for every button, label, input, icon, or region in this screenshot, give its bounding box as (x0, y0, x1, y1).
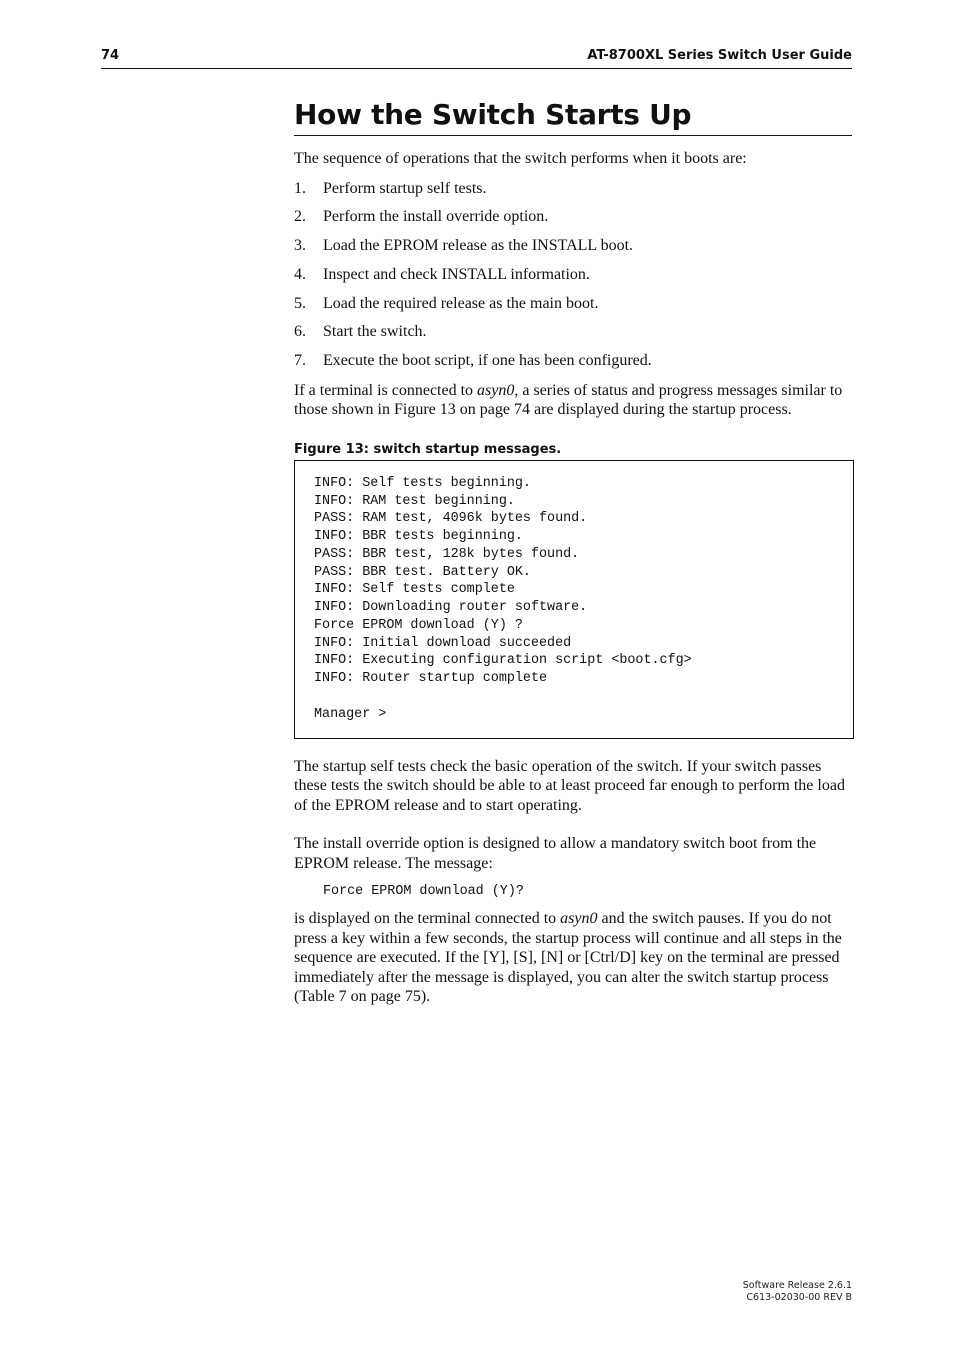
override-paragraph: The install override option is designed to allow a mandatory switch boot from the EPROM release. The message: (294, 835, 817, 872)
list-item (294, 294, 855, 314)
text-run: If a terminal is connected to (294, 381, 478, 399)
code-line: INFO: BBR tests beginning. (314, 529, 523, 545)
guide-title: AT-8700XL Series Switch User Guide (587, 48, 852, 63)
list-text: Execute the boot script, if one has been configured. (323, 352, 652, 370)
code-line: PASS: BBR test, 128k bytes found. (314, 546, 580, 562)
figure-caption: Figure 13: switch startup messages. (294, 441, 562, 457)
code-line: PASS: RAM test, 4096k bytes found. (314, 511, 588, 527)
list-number: 7. (294, 352, 306, 370)
software-release: Software Release 2.6.1 (742, 1280, 852, 1291)
code-line: INFO: Executing configuration script <boot.cfg> (314, 653, 692, 669)
list-number: 6. (294, 323, 306, 341)
intro-paragraph: The sequence of operations that the switch performs when it boots are: (294, 150, 747, 167)
list-text: Start the switch. (323, 323, 427, 341)
list-number: 5. (294, 294, 306, 312)
asyn0-term: asyn0 (477, 381, 515, 399)
page-footer (743, 1280, 852, 1304)
list-item (294, 236, 855, 256)
code-line: INFO: Self tests beginning. (314, 475, 531, 491)
list-item (294, 265, 855, 285)
override-message-code: Force EPROM download (Y)? (323, 884, 524, 900)
pause-paragraph (294, 909, 852, 1007)
self-test-paragraph: The startup self tests check the basic operation of the switch. If your switch passes these tests the switch should be able to at least proceed far enough to perform the load of the EPROM release and to start operating. (294, 757, 845, 814)
document-id: C613-02030-00 REV B (746, 1292, 852, 1303)
asyn0-term: asyn0 (560, 910, 598, 928)
code-line: Force EPROM download (Y) ? (314, 617, 523, 633)
list-item (294, 207, 855, 227)
code-line: INFO: Router startup complete (314, 671, 548, 687)
code-line: INFO: Initial download succeeded (314, 635, 572, 651)
text-run: and the switch pauses. If you do not press a key within a few seconds, the startup process will continue and all steps in the sequence are executed. If the [Y], [S], [N] or [Ctrl/D] key on the terminal are pressed immediately after the message is displayed, you can alter the switch startup process (Table 7 on page 75). (294, 910, 842, 1006)
text-run: , a series of status and progress messages similar to those shown in Figure 13 on page 74 are displayed during the startup process. (294, 381, 843, 419)
code-line: INFO: Downloading router software. (314, 600, 588, 616)
page-number: 74 (101, 48, 120, 63)
code-line: INFO: RAM test beginning. (314, 493, 515, 509)
list-text: Load the required release as the main boot. (323, 294, 599, 312)
list-item (294, 351, 855, 371)
code-line: PASS: BBR test. Battery OK. (314, 564, 531, 580)
list-number: 1. (294, 179, 306, 197)
code-line: INFO: Self tests complete (314, 582, 515, 598)
list-number: 3. (294, 237, 306, 255)
list-text: Inspect and check INSTALL information. (323, 265, 590, 283)
code-line: Manager > (314, 706, 387, 722)
list-item (294, 322, 855, 342)
list-item (294, 179, 855, 199)
list-text: Perform startup self tests. (323, 179, 487, 197)
terminal-paragraph (294, 381, 852, 420)
boot-steps-list (294, 179, 855, 371)
text-run: is displayed on the terminal connected to (294, 910, 561, 928)
startup-messages-figure (294, 460, 854, 739)
code-line (314, 688, 853, 706)
main-content (294, 96, 855, 1007)
list-text: Perform the install override option. (323, 208, 549, 226)
list-number: 2. (294, 208, 306, 226)
section-title: How the Switch Starts Up (294, 96, 852, 136)
page-header (101, 48, 852, 69)
list-number: 4. (294, 265, 306, 283)
list-text: Load the EPROM release as the INSTALL boot. (323, 237, 634, 255)
